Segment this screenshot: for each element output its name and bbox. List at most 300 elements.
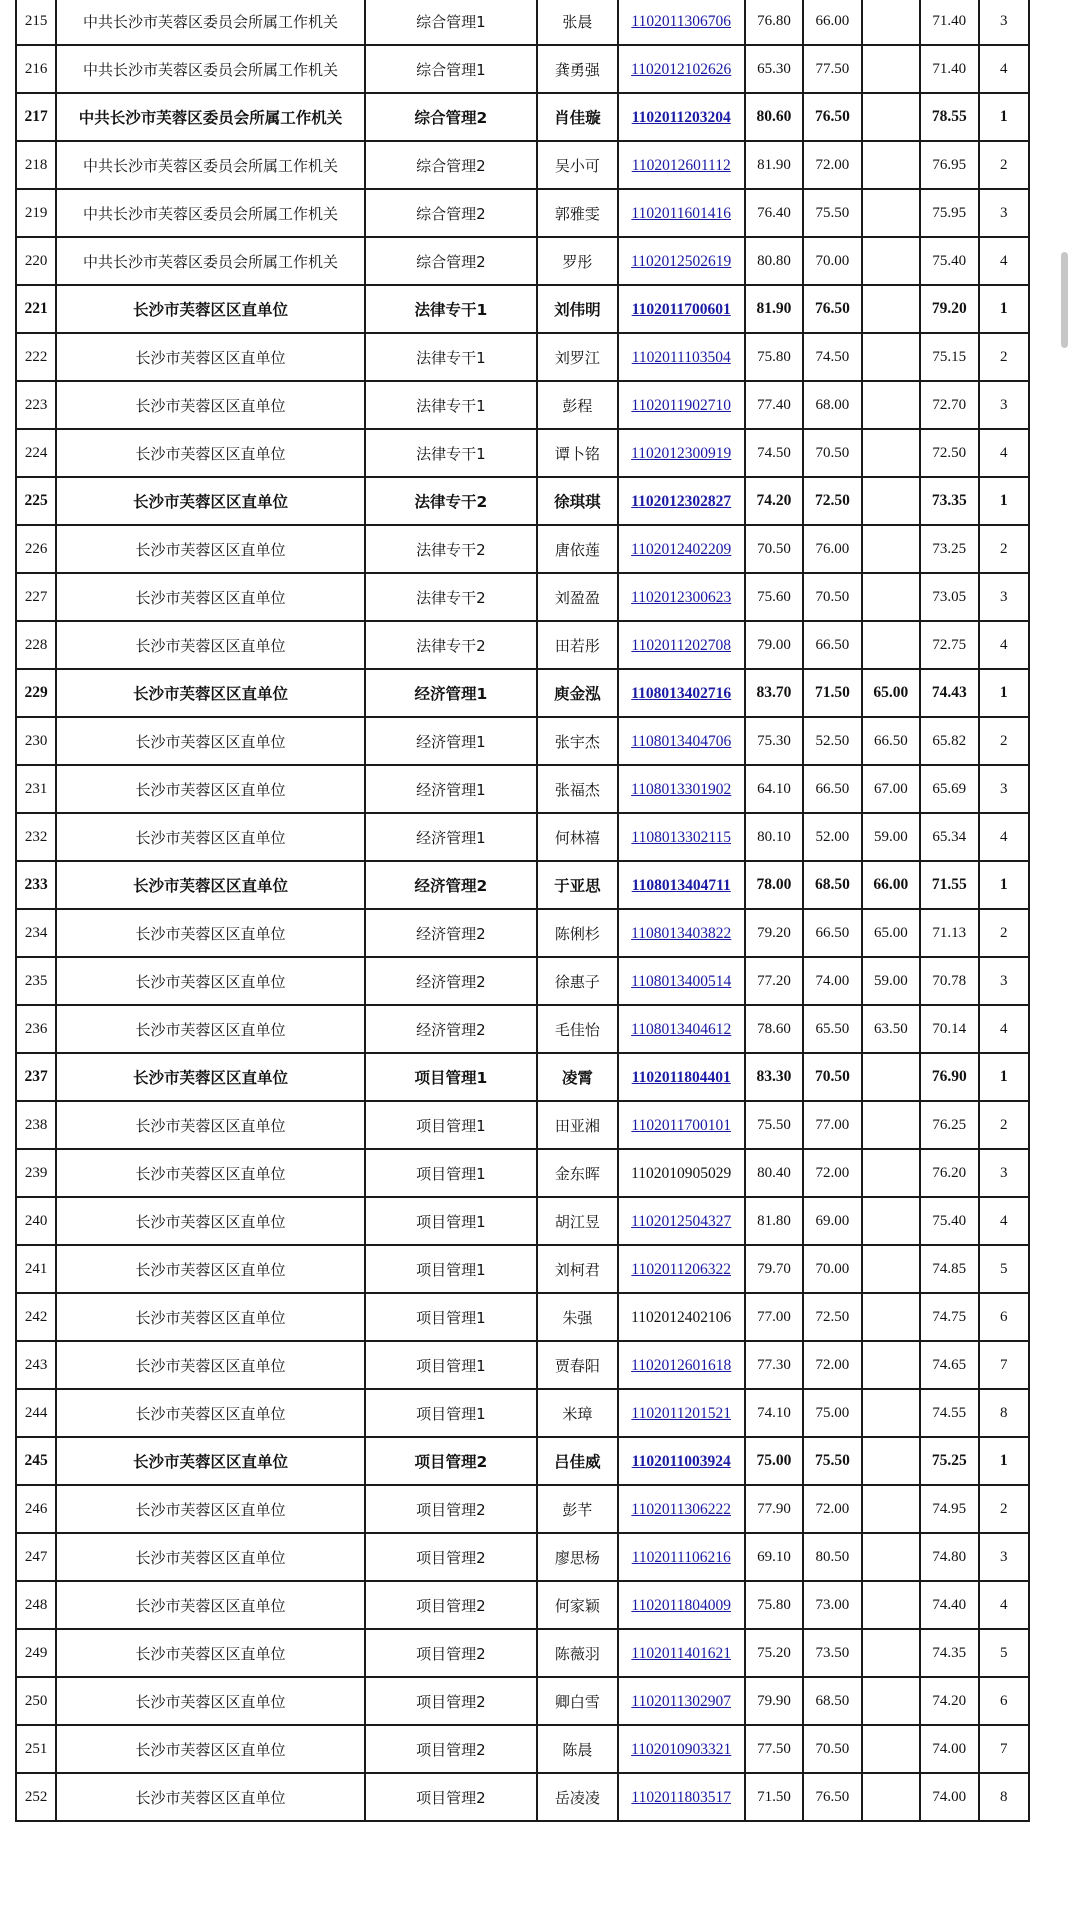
table-row [16,765,1029,813]
unit-cell: 长沙市芙蓉区区直单位 [56,429,364,477]
ticket-link[interactable]: 1102011203204 [631,109,731,126]
total-score-cell: 65.69 [920,765,978,813]
table-row [16,1485,1029,1533]
ticket-link[interactable]: 1108013403822 [631,924,732,942]
interview-score-cell: 68.00 [803,381,861,429]
rank-cell: 1 [979,93,1029,141]
rank-cell: 3 [979,0,1029,45]
interview-score-cell: 72.00 [803,141,861,189]
total-score-cell: 72.75 [920,621,978,669]
professional-test-cell: 63.50 [862,1005,920,1053]
unit-cell: 中共长沙市芙蓉区委员会所属工作机关 [56,237,364,285]
ticket-link[interactable]: 1102010903321 [631,1740,732,1758]
total-score-cell: 74.00 [920,1773,978,1821]
total-score-cell: 74.40 [920,1581,978,1629]
total-score-cell: 71.40 [920,0,978,45]
interview-score-cell: 70.50 [803,429,861,477]
rank-cell: 4 [979,1197,1029,1245]
professional-test-cell [862,1677,920,1725]
interview-score-cell: 76.50 [803,1773,861,1821]
row-number: 232 [16,813,56,861]
row-number: 248 [16,1581,56,1629]
professional-test-cell: 66.00 [862,861,920,909]
row-number: 235 [16,957,56,1005]
row-number: 229 [16,669,56,717]
table-row [16,669,1029,717]
post-cell: 经济管理2 [365,1005,537,1053]
row-number: 231 [16,765,56,813]
name-cell: 何林禧 [537,813,618,861]
professional-test-cell [862,1629,920,1677]
ticket-cell[interactable] [618,1101,745,1149]
unit-cell: 中共长沙市芙蓉区委员会所属工作机关 [56,141,364,189]
ticket-link[interactable]: 1102012300919 [631,444,732,462]
professional-test-cell: 66.50 [862,717,920,765]
table-row [16,1197,1029,1245]
table-row [16,381,1029,429]
ticket-link[interactable]: 1102012601112 [631,156,731,174]
rank-cell: 3 [979,1533,1029,1581]
rank-cell: 3 [979,189,1029,237]
total-score-cell: 65.34 [920,813,978,861]
ticket-cell[interactable] [618,573,745,621]
post-cell: 项目管理2 [365,1677,537,1725]
ticket-cell[interactable] [618,0,745,45]
ticket-cell[interactable] [618,1437,745,1485]
professional-test-cell [862,45,920,93]
post-cell: 经济管理1 [365,813,537,861]
ticket-link[interactable]: 1102012504327 [631,1212,732,1230]
ticket-cell[interactable] [618,1389,745,1437]
ticket-cell[interactable] [618,333,745,381]
ticket-cell[interactable] [618,765,745,813]
professional-test-cell [862,237,920,285]
ticket-cell[interactable] [618,1677,745,1725]
written-score-cell: 75.60 [745,573,803,621]
row-number: 243 [16,1341,56,1389]
ticket-cell[interactable] [618,381,745,429]
table-row [16,189,1029,237]
professional-test-cell [862,573,920,621]
ticket-link[interactable]: 1102011003924 [631,1453,731,1470]
table-row [16,1725,1029,1773]
unit-cell: 长沙市芙蓉区区直单位 [56,621,364,669]
professional-test-cell [862,1101,920,1149]
written-score-cell: 65.30 [745,45,803,93]
ticket-link[interactable]: 1102012601618 [631,1356,732,1374]
post-cell: 经济管理1 [365,669,537,717]
post-cell: 项目管理1 [365,1101,537,1149]
interview-score-cell: 70.50 [803,573,861,621]
post-cell: 项目管理2 [365,1581,537,1629]
ticket-link[interactable]: 1108013404711 [631,877,731,894]
name-cell: 毛佳怡 [537,1005,618,1053]
table-row [16,1005,1029,1053]
row-number: 236 [16,1005,56,1053]
ticket-cell[interactable] [618,1485,745,1533]
name-cell: 陈薇羽 [537,1629,618,1677]
row-number: 247 [16,1533,56,1581]
written-score-cell: 69.10 [745,1533,803,1581]
post-cell: 综合管理2 [365,93,537,141]
interview-score-cell: 52.50 [803,717,861,765]
ticket-cell[interactable] [618,1341,745,1389]
post-cell: 综合管理2 [365,189,537,237]
name-cell: 朱强 [537,1293,618,1341]
unit-cell: 长沙市芙蓉区区直单位 [56,333,364,381]
professional-test-cell [862,621,920,669]
ticket-cell[interactable] [618,909,745,957]
ticket-link[interactable]: 1108013302115 [631,828,732,846]
ticket-cell[interactable] [618,189,745,237]
rank-cell: 8 [979,1773,1029,1821]
total-score-cell: 73.25 [920,525,978,573]
unit-cell: 长沙市芙蓉区区直单位 [56,1245,364,1293]
table-row [16,909,1029,957]
total-score-cell: 76.90 [920,1053,978,1101]
interview-score-cell: 68.50 [803,1677,861,1725]
ticket-link[interactable]: 1108013404706 [631,732,732,750]
row-number: 252 [16,1773,56,1821]
written-score-cell: 74.10 [745,1389,803,1437]
name-cell: 刘盈盈 [537,573,618,621]
row-number: 221 [16,285,56,333]
interview-score-cell: 71.50 [803,669,861,717]
professional-test-cell [862,477,920,525]
ticket-cell[interactable] [618,1053,745,1101]
professional-test-cell: 65.00 [862,669,920,717]
row-number: 225 [16,477,56,525]
written-score-cell: 79.70 [745,1245,803,1293]
unit-cell: 长沙市芙蓉区区直单位 [56,1485,364,1533]
post-cell: 项目管理1 [365,1341,537,1389]
table-row [16,477,1029,525]
written-score-cell: 81.90 [745,141,803,189]
ticket-link[interactable]: 1102011804009 [631,1596,732,1614]
written-score-cell: 76.40 [745,189,803,237]
written-score-cell: 78.00 [745,861,803,909]
unit-cell: 长沙市芙蓉区区直单位 [56,1437,364,1485]
rank-cell: 4 [979,237,1029,285]
table-row [16,0,1029,45]
ticket-link[interactable]: 1102012402209 [631,540,732,558]
total-score-cell: 75.95 [920,189,978,237]
ticket-link[interactable]: 1102011206322 [631,1260,732,1278]
ticket-cell[interactable] [618,285,745,333]
ticket-cell[interactable] [618,717,745,765]
row-number: 242 [16,1293,56,1341]
ticket-link[interactable]: 1102011902710 [631,396,732,414]
written-score-cell: 83.70 [745,669,803,717]
name-cell: 张宇杰 [537,717,618,765]
professional-test-cell: 67.00 [862,765,920,813]
rank-cell: 1 [979,1053,1029,1101]
ticket-cell[interactable] [618,237,745,285]
post-cell: 项目管理2 [365,1533,537,1581]
interview-score-cell: 66.00 [803,0,861,45]
rank-cell: 6 [979,1293,1029,1341]
total-score-cell: 74.20 [920,1677,978,1725]
ticket-link[interactable]: 1102011601416 [631,204,732,222]
written-score-cell: 77.90 [745,1485,803,1533]
table-row [16,717,1029,765]
ticket-cell[interactable] [618,861,745,909]
ticket-link[interactable]: 1102011700601 [631,301,731,318]
ticket-cell[interactable] [618,1629,745,1677]
ticket-link[interactable]: 1102012300623 [631,588,732,606]
written-score-cell: 77.00 [745,1293,803,1341]
total-score-cell: 74.65 [920,1341,978,1389]
row-number: 249 [16,1629,56,1677]
rank-cell: 4 [979,1581,1029,1629]
professional-test-cell [862,1341,920,1389]
rank-cell: 3 [979,573,1029,621]
name-cell: 田若彤 [537,621,618,669]
total-score-cell: 76.25 [920,1101,978,1149]
ticket-link[interactable]: 1102011803517 [631,1788,732,1806]
post-cell: 法律专干1 [365,429,537,477]
rank-cell: 2 [979,1485,1029,1533]
results-table [15,0,1030,1822]
rank-cell: 1 [979,1437,1029,1485]
interview-score-cell: 77.00 [803,1101,861,1149]
ticket-link[interactable]: 1102011302907 [631,1692,732,1710]
table-row [16,1581,1029,1629]
table-row [16,141,1029,189]
total-score-cell: 71.40 [920,45,978,93]
ticket-cell[interactable] [618,45,745,93]
post-cell: 项目管理1 [365,1293,537,1341]
written-score-cell: 75.20 [745,1629,803,1677]
post-cell: 经济管理2 [365,957,537,1005]
ticket-link[interactable]: 1102011106216 [631,1548,731,1566]
professional-test-cell: 59.00 [862,957,920,1005]
ticket-cell[interactable] [618,1533,745,1581]
ticket-link[interactable]: 1102011700101 [631,1116,732,1134]
professional-test-cell [862,93,920,141]
written-score-cell: 81.80 [745,1197,803,1245]
post-cell: 项目管理2 [365,1485,537,1533]
professional-test-cell [862,1773,920,1821]
professional-test-cell [862,1725,920,1773]
ticket-cell[interactable] [618,1197,745,1245]
scrollbar-thumb[interactable] [1061,252,1068,348]
name-cell: 金东晖 [537,1149,618,1197]
name-cell: 谭卜铭 [537,429,618,477]
written-score-cell: 80.40 [745,1149,803,1197]
name-cell: 廖思杨 [537,1533,618,1581]
total-score-cell: 78.55 [920,93,978,141]
unit-cell: 中共长沙市芙蓉区委员会所属工作机关 [56,93,364,141]
post-cell: 项目管理1 [365,1245,537,1293]
name-cell: 凌霄 [537,1053,618,1101]
ticket-cell[interactable] [618,1773,745,1821]
ticket-cell[interactable] [618,1005,745,1053]
ticket-cell[interactable] [618,1725,745,1773]
interview-score-cell: 70.00 [803,237,861,285]
table-row [16,525,1029,573]
total-score-cell: 71.55 [920,861,978,909]
rank-cell: 3 [979,381,1029,429]
unit-cell: 长沙市芙蓉区区直单位 [56,1197,364,1245]
total-score-cell: 70.78 [920,957,978,1005]
row-number: 218 [16,141,56,189]
ticket-link[interactable]: 1102011804401 [631,1069,731,1086]
total-score-cell: 73.05 [920,573,978,621]
table-row [16,333,1029,381]
total-score-cell: 74.55 [920,1389,978,1437]
row-number: 219 [16,189,56,237]
ticket-link[interactable]: 1102011306706 [631,12,732,30]
written-score-cell: 75.00 [745,1437,803,1485]
interview-score-cell: 70.50 [803,1053,861,1101]
table-row [16,1677,1029,1725]
post-cell: 法律专干1 [365,381,537,429]
ticket-link[interactable]: 1108013404612 [631,1020,732,1038]
written-score-cell: 71.50 [745,1773,803,1821]
row-number: 237 [16,1053,56,1101]
professional-test-cell [862,1053,920,1101]
unit-cell: 长沙市芙蓉区区直单位 [56,1629,364,1677]
unit-cell: 长沙市芙蓉区区直单位 [56,573,364,621]
table-row [16,93,1029,141]
ticket-link[interactable]: 1102011103504 [631,348,731,366]
ticket-cell[interactable] [618,477,745,525]
table-row [16,1149,1029,1197]
unit-cell: 长沙市芙蓉区区直单位 [56,1005,364,1053]
ticket-cell[interactable] [618,525,745,573]
table-row [16,1773,1029,1821]
interview-score-cell: 77.50 [803,45,861,93]
row-number: 217 [16,93,56,141]
ticket-cell[interactable] [618,93,745,141]
rank-cell: 4 [979,45,1029,93]
interview-score-cell: 66.50 [803,765,861,813]
interview-score-cell: 76.50 [803,93,861,141]
written-score-cell: 74.50 [745,429,803,477]
interview-score-cell: 52.00 [803,813,861,861]
total-score-cell: 76.95 [920,141,978,189]
table-row [16,1389,1029,1437]
professional-test-cell: 65.00 [862,909,920,957]
total-score-cell: 70.14 [920,1005,978,1053]
rank-cell: 3 [979,765,1029,813]
ticket-cell[interactable] [618,1245,745,1293]
professional-test-cell [862,525,920,573]
written-score-cell: 79.20 [745,909,803,957]
unit-cell: 长沙市芙蓉区区直单位 [56,1341,364,1389]
unit-cell: 中共长沙市芙蓉区委员会所属工作机关 [56,189,364,237]
rank-cell: 4 [979,1005,1029,1053]
professional-test-cell [862,189,920,237]
ticket-link[interactable]: 1108013400514 [631,972,732,990]
ticket-link[interactable]: 1108013402716 [631,685,732,702]
ticket-link[interactable]: 1108013301902 [631,780,732,798]
interview-score-cell: 72.50 [803,477,861,525]
total-score-cell: 74.95 [920,1485,978,1533]
rank-cell: 7 [979,1341,1029,1389]
total-score-cell: 74.75 [920,1293,978,1341]
row-number: 230 [16,717,56,765]
total-score-cell: 74.43 [920,669,978,717]
ticket-link[interactable]: 1102011201521 [631,1404,732,1422]
interview-score-cell: 75.00 [803,1389,861,1437]
name-cell: 贾春阳 [537,1341,618,1389]
interview-score-cell: 74.00 [803,957,861,1005]
post-cell: 综合管理2 [365,141,537,189]
row-number: 228 [16,621,56,669]
written-score-cell: 77.20 [745,957,803,1005]
ticket-cell[interactable] [618,141,745,189]
table-row [16,285,1029,333]
name-cell: 唐依莲 [537,525,618,573]
ticket-link[interactable]: 1102012102626 [631,60,732,78]
total-score-cell: 71.13 [920,909,978,957]
ticket-cell[interactable] [618,1581,745,1629]
interview-score-cell: 73.50 [803,1629,861,1677]
table-row [16,429,1029,477]
professional-test-cell [862,0,920,45]
unit-cell: 长沙市芙蓉区区直单位 [56,1677,364,1725]
unit-cell: 长沙市芙蓉区区直单位 [56,525,364,573]
total-score-cell: 73.35 [920,477,978,525]
name-cell: 徐琪琪 [537,477,618,525]
total-score-cell: 75.15 [920,333,978,381]
post-cell: 综合管理1 [365,45,537,93]
interview-score-cell: 72.00 [803,1485,861,1533]
name-cell: 龚勇强 [537,45,618,93]
unit-cell: 长沙市芙蓉区区直单位 [56,861,364,909]
name-cell: 彭芊 [537,1485,618,1533]
total-score-cell: 76.20 [920,1149,978,1197]
rank-cell: 2 [979,333,1029,381]
unit-cell: 长沙市芙蓉区区直单位 [56,1533,364,1581]
ticket-cell[interactable] [618,669,745,717]
interview-score-cell: 70.00 [803,1245,861,1293]
ticket-link[interactable]: 1102011306222 [631,1500,732,1518]
table-row [16,1437,1029,1485]
ticket-cell[interactable] [618,621,745,669]
rank-cell: 2 [979,1101,1029,1149]
ticket-link[interactable]: 1102012502619 [631,252,732,270]
professional-test-cell [862,381,920,429]
rank-cell: 7 [979,1725,1029,1773]
row-number: 234 [16,909,56,957]
name-cell: 肖佳璇 [537,93,618,141]
unit-cell: 长沙市芙蓉区区直单位 [56,1773,364,1821]
ticket-cell[interactable] [618,429,745,477]
row-number: 246 [16,1485,56,1533]
row-number: 223 [16,381,56,429]
interview-score-cell: 75.50 [803,189,861,237]
ticket-link[interactable]: 1102011202708 [631,636,732,654]
written-score-cell: 80.10 [745,813,803,861]
table-row [16,1629,1029,1677]
ticket-cell[interactable] [618,957,745,1005]
post-cell: 法律专干2 [365,573,537,621]
unit-cell: 长沙市芙蓉区区直单位 [56,813,364,861]
name-cell: 彭程 [537,381,618,429]
name-cell: 田亚湘 [537,1101,618,1149]
professional-test-cell [862,1437,920,1485]
ticket-link[interactable]: 1102012302827 [631,493,732,510]
rank-cell: 4 [979,813,1029,861]
ticket-cell[interactable] [618,813,745,861]
post-cell: 综合管理2 [365,237,537,285]
ticket-link[interactable]: 1102011401621 [631,1644,732,1662]
rank-cell: 3 [979,957,1029,1005]
post-cell: 项目管理1 [365,1149,537,1197]
